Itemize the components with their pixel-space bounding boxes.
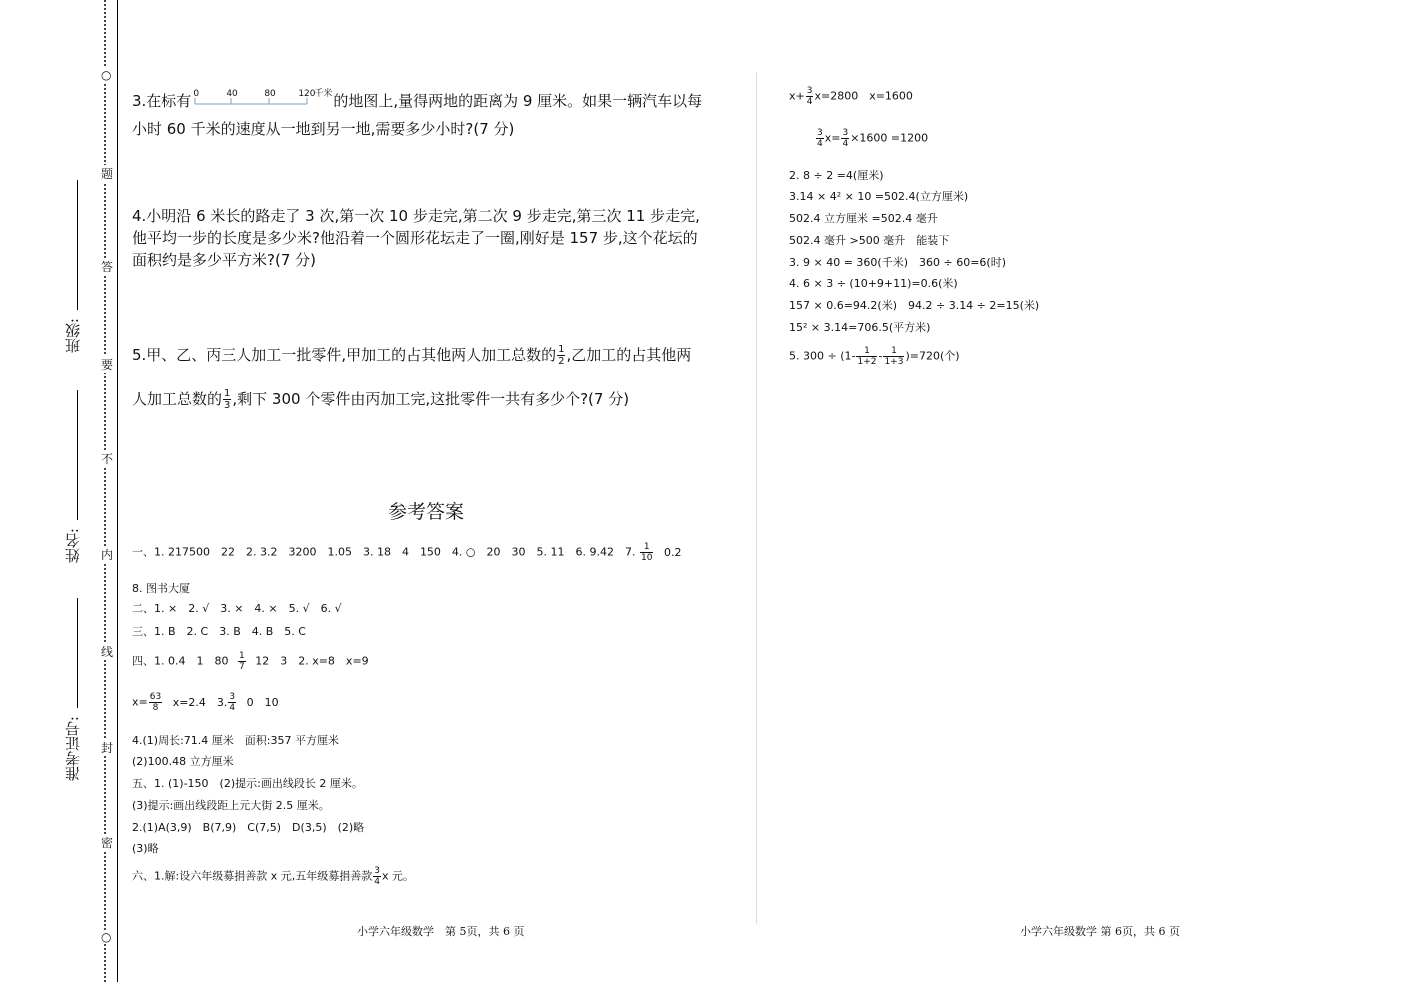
answer-1-tail: 0.2 bbox=[663, 545, 682, 559]
right-line-8: 4. 6 × 3 ÷ (10+9+11)=0.6(米) bbox=[789, 277, 958, 290]
fraction-numerator: 3 bbox=[806, 86, 813, 96]
class-field-line bbox=[77, 180, 78, 310]
fraction-numerator: 63 bbox=[149, 692, 162, 702]
right-11-fraction-2 bbox=[883, 346, 904, 367]
fraction-numerator: 1 bbox=[883, 346, 904, 357]
question-5-line-1 bbox=[132, 344, 691, 367]
seal-char-feng: 封 bbox=[101, 741, 114, 755]
seal-char-yao: 要 bbox=[101, 358, 114, 372]
question-4-line-1: 4.小明沿 6 米长的路走了 3 次,第一次 10 步走完,第二次 9 步走完,第三次 11 步走完, bbox=[132, 207, 700, 225]
fraction-denominator: 1+3 bbox=[884, 357, 904, 367]
answer-line-5: 4.(1)周长:71.4 厘米 面积:357 平方厘米 bbox=[132, 734, 339, 747]
right-1-b: x=2800 x=1600 bbox=[814, 89, 913, 103]
class-label: 班级: bbox=[64, 318, 82, 354]
answer-1-text: 一、1. 217500 22 2. 3.2 3200 1.05 3. 18 4 150 4. ○ 20 30 5. 11 6. 9.42 7. bbox=[132, 545, 636, 559]
question-5-line-2 bbox=[132, 388, 629, 411]
answer-4-text-b: 12 3 2. x=8 x=9 bbox=[255, 654, 369, 668]
fraction-numerator: 1 bbox=[856, 346, 877, 357]
footer-right: 小学六年级数学 第 6页，共 6 页 bbox=[1020, 925, 1180, 938]
right-2-fraction-2 bbox=[841, 128, 849, 149]
answer-4-fraction bbox=[238, 651, 246, 672]
answer-section-4c bbox=[132, 692, 279, 713]
footer-left: 小学六年级数学 第 5页，共 6 页 bbox=[357, 925, 525, 938]
question-4-line-2: 他平均一步的长度是多少米?他沿着一个圆形花坛走了一圈,刚好是 157 步,这个花坛的 bbox=[132, 229, 698, 247]
right-line-2 bbox=[815, 128, 928, 149]
fraction-numerator: 3 bbox=[842, 128, 849, 138]
fraction-denominator: 8 bbox=[152, 703, 159, 713]
answer-line-10: (3)略 bbox=[132, 842, 159, 855]
right-2-b: ×1600 =1200 bbox=[850, 131, 929, 145]
answer-4c-tail: 0 10 bbox=[246, 695, 279, 709]
right-line-6: 502.4 毫升 >500 毫升 能装下 bbox=[789, 234, 950, 247]
page-divider bbox=[756, 72, 757, 924]
fraction-numerator: 1 bbox=[238, 651, 245, 661]
right-2-a: x= bbox=[824, 131, 841, 145]
answer-line-11 bbox=[132, 866, 414, 887]
fraction-denominator: 3 bbox=[224, 400, 231, 411]
seal-char-circle-top: ○ bbox=[101, 68, 112, 82]
answer-4c-fraction-2 bbox=[228, 692, 236, 713]
right-line-5: 502.4 立方厘米 =502.4 毫升 bbox=[789, 212, 938, 225]
question-3-text-a: 3.在标有 bbox=[132, 92, 192, 110]
fraction-numerator: 1 bbox=[558, 344, 565, 355]
right-11-fraction-1 bbox=[856, 346, 877, 367]
right-11-a: 5. 300 ÷ (1- bbox=[789, 349, 856, 363]
right-line-3: 2. 8 ÷ 2 =4(厘米) bbox=[789, 169, 884, 182]
answer-1-fraction bbox=[640, 542, 653, 563]
exam-id-field-line bbox=[77, 598, 78, 708]
answer-4c-pre: x= bbox=[132, 695, 148, 709]
answer-11-text-b: x 元。 bbox=[381, 869, 414, 883]
question-3-line-2: 小时 60 千米的速度从一地到另一地,需要多少小时?(7 分) bbox=[132, 120, 515, 138]
scale-unit: 千米 bbox=[314, 89, 333, 99]
fraction-denominator: 4 bbox=[229, 703, 236, 713]
question-5-text-a: 5.甲、乙、丙三人加工一批零件,甲加工的占其他两人加工总数的 bbox=[132, 346, 557, 364]
answer-11-fraction bbox=[373, 866, 381, 887]
seal-char-circle-bottom: ○ bbox=[101, 930, 112, 944]
fraction-numerator: 3 bbox=[229, 692, 236, 702]
answer-11-text-a: 六、1.解:设六年级募捐善款 x 元,五年级募捐善款 bbox=[132, 869, 373, 883]
scale-tick-120: 120 bbox=[298, 89, 316, 99]
map-scale bbox=[191, 90, 333, 112]
answers-title: 参考答案 bbox=[388, 501, 465, 523]
fraction-numerator: 1 bbox=[224, 388, 231, 399]
answer-line-9: 2.(1)A(3,9) B(7,9) C(7,5) D(3,5) (2)略 bbox=[132, 821, 365, 834]
seal-char-ti: 题 bbox=[101, 167, 114, 181]
right-line-7: 3. 9 × 40 = 360(千米) 360 ÷ 60=6(时) bbox=[789, 256, 1006, 269]
fraction-numerator: 3 bbox=[374, 866, 380, 876]
fraction-denominator: 4 bbox=[842, 139, 849, 149]
right-11-b: )=720(个) bbox=[905, 349, 960, 363]
seal-char-mi: 密 bbox=[101, 836, 114, 850]
answer-section-4 bbox=[132, 651, 369, 672]
right-line-11 bbox=[789, 346, 960, 367]
question-3-text-b: 的地图上,量得两地的距离为 9 厘米。如果一辆汽车以每 bbox=[333, 92, 703, 110]
right-2-fraction-1 bbox=[816, 128, 824, 149]
answer-4c-mid: x=2.4 3. bbox=[172, 695, 228, 709]
right-line-9: 157 × 0.6=94.2(米) 94.2 ÷ 3.14 ÷ 2=15(米) bbox=[789, 299, 1040, 312]
question-5-text-d: ,剩下 300 个零件由丙加工完,这批零件一共有多少个?(7 分) bbox=[232, 390, 630, 408]
fraction-denominator: 4 bbox=[817, 139, 823, 149]
fraction-numerator: 3 bbox=[817, 128, 823, 138]
right-line-1 bbox=[789, 86, 913, 107]
right-line-4: 3.14 × 4² × 10 =502.4(立方厘米) bbox=[789, 190, 969, 203]
exam-id-label: 准考证号: bbox=[64, 716, 82, 782]
seal-char-da: 答 bbox=[101, 260, 114, 274]
seal-char-nei: 内 bbox=[101, 548, 114, 562]
fraction-denominator: 4 bbox=[806, 97, 813, 107]
question-5-fraction-1 bbox=[557, 344, 565, 367]
seal-char-bu: 不 bbox=[101, 452, 114, 466]
answer-line-8: (3)提示:画出线段距上元大街 2.5 厘米。 bbox=[132, 799, 330, 812]
question-5-text-b: ,乙加工的占其他两 bbox=[566, 346, 692, 364]
fraction-numerator: 1 bbox=[640, 542, 653, 553]
question-4-line-3: 面积约是多少平方米?(7 分) bbox=[132, 251, 316, 269]
seal-char-xian: 线 bbox=[101, 645, 114, 659]
name-label: 姓名: bbox=[64, 528, 82, 564]
answer-line-6: (2)100.48 立方厘米 bbox=[132, 755, 234, 768]
scale-tick-40: 40 bbox=[226, 89, 238, 99]
answer-section-1 bbox=[132, 542, 681, 563]
fraction-denominator: 10 bbox=[641, 553, 653, 563]
right-1-fraction bbox=[806, 86, 814, 107]
answer-section-3: 三、1. B 2. C 3. B 4. B 5. C bbox=[132, 625, 306, 638]
answer-line-7: 五、1. (1)-150 (2)提示:画出线段长 2 厘米。 bbox=[132, 777, 363, 790]
question-5-text-c: 人加工总数的 bbox=[132, 390, 223, 408]
question-3 bbox=[132, 90, 702, 112]
answer-1b: 8. 图书大厦 bbox=[132, 582, 190, 595]
answer-4c-fraction-1 bbox=[149, 692, 162, 713]
margin-border-line bbox=[117, 0, 118, 982]
fraction-denominator: 2 bbox=[558, 356, 565, 367]
scale-tick-0: 0 bbox=[193, 89, 200, 99]
fraction-denominator: 7 bbox=[238, 662, 245, 672]
answer-4-text-a: 四、1. 0.4 1 80 bbox=[132, 654, 229, 668]
question-5-fraction-2 bbox=[223, 388, 231, 411]
answer-section-2: 二、1. × 2. √ 3. × 4. × 5. √ 6. √ bbox=[132, 602, 342, 615]
fraction-denominator: 4 bbox=[374, 877, 380, 887]
right-line-10: 15² × 3.14=706.5(平方米) bbox=[789, 321, 931, 334]
scale-tick-80: 80 bbox=[264, 89, 276, 99]
fraction-denominator: 1+2 bbox=[857, 357, 877, 367]
name-field-line bbox=[77, 390, 78, 520]
right-1-a: x+ bbox=[789, 89, 805, 103]
right-11-mid: - bbox=[878, 349, 883, 363]
